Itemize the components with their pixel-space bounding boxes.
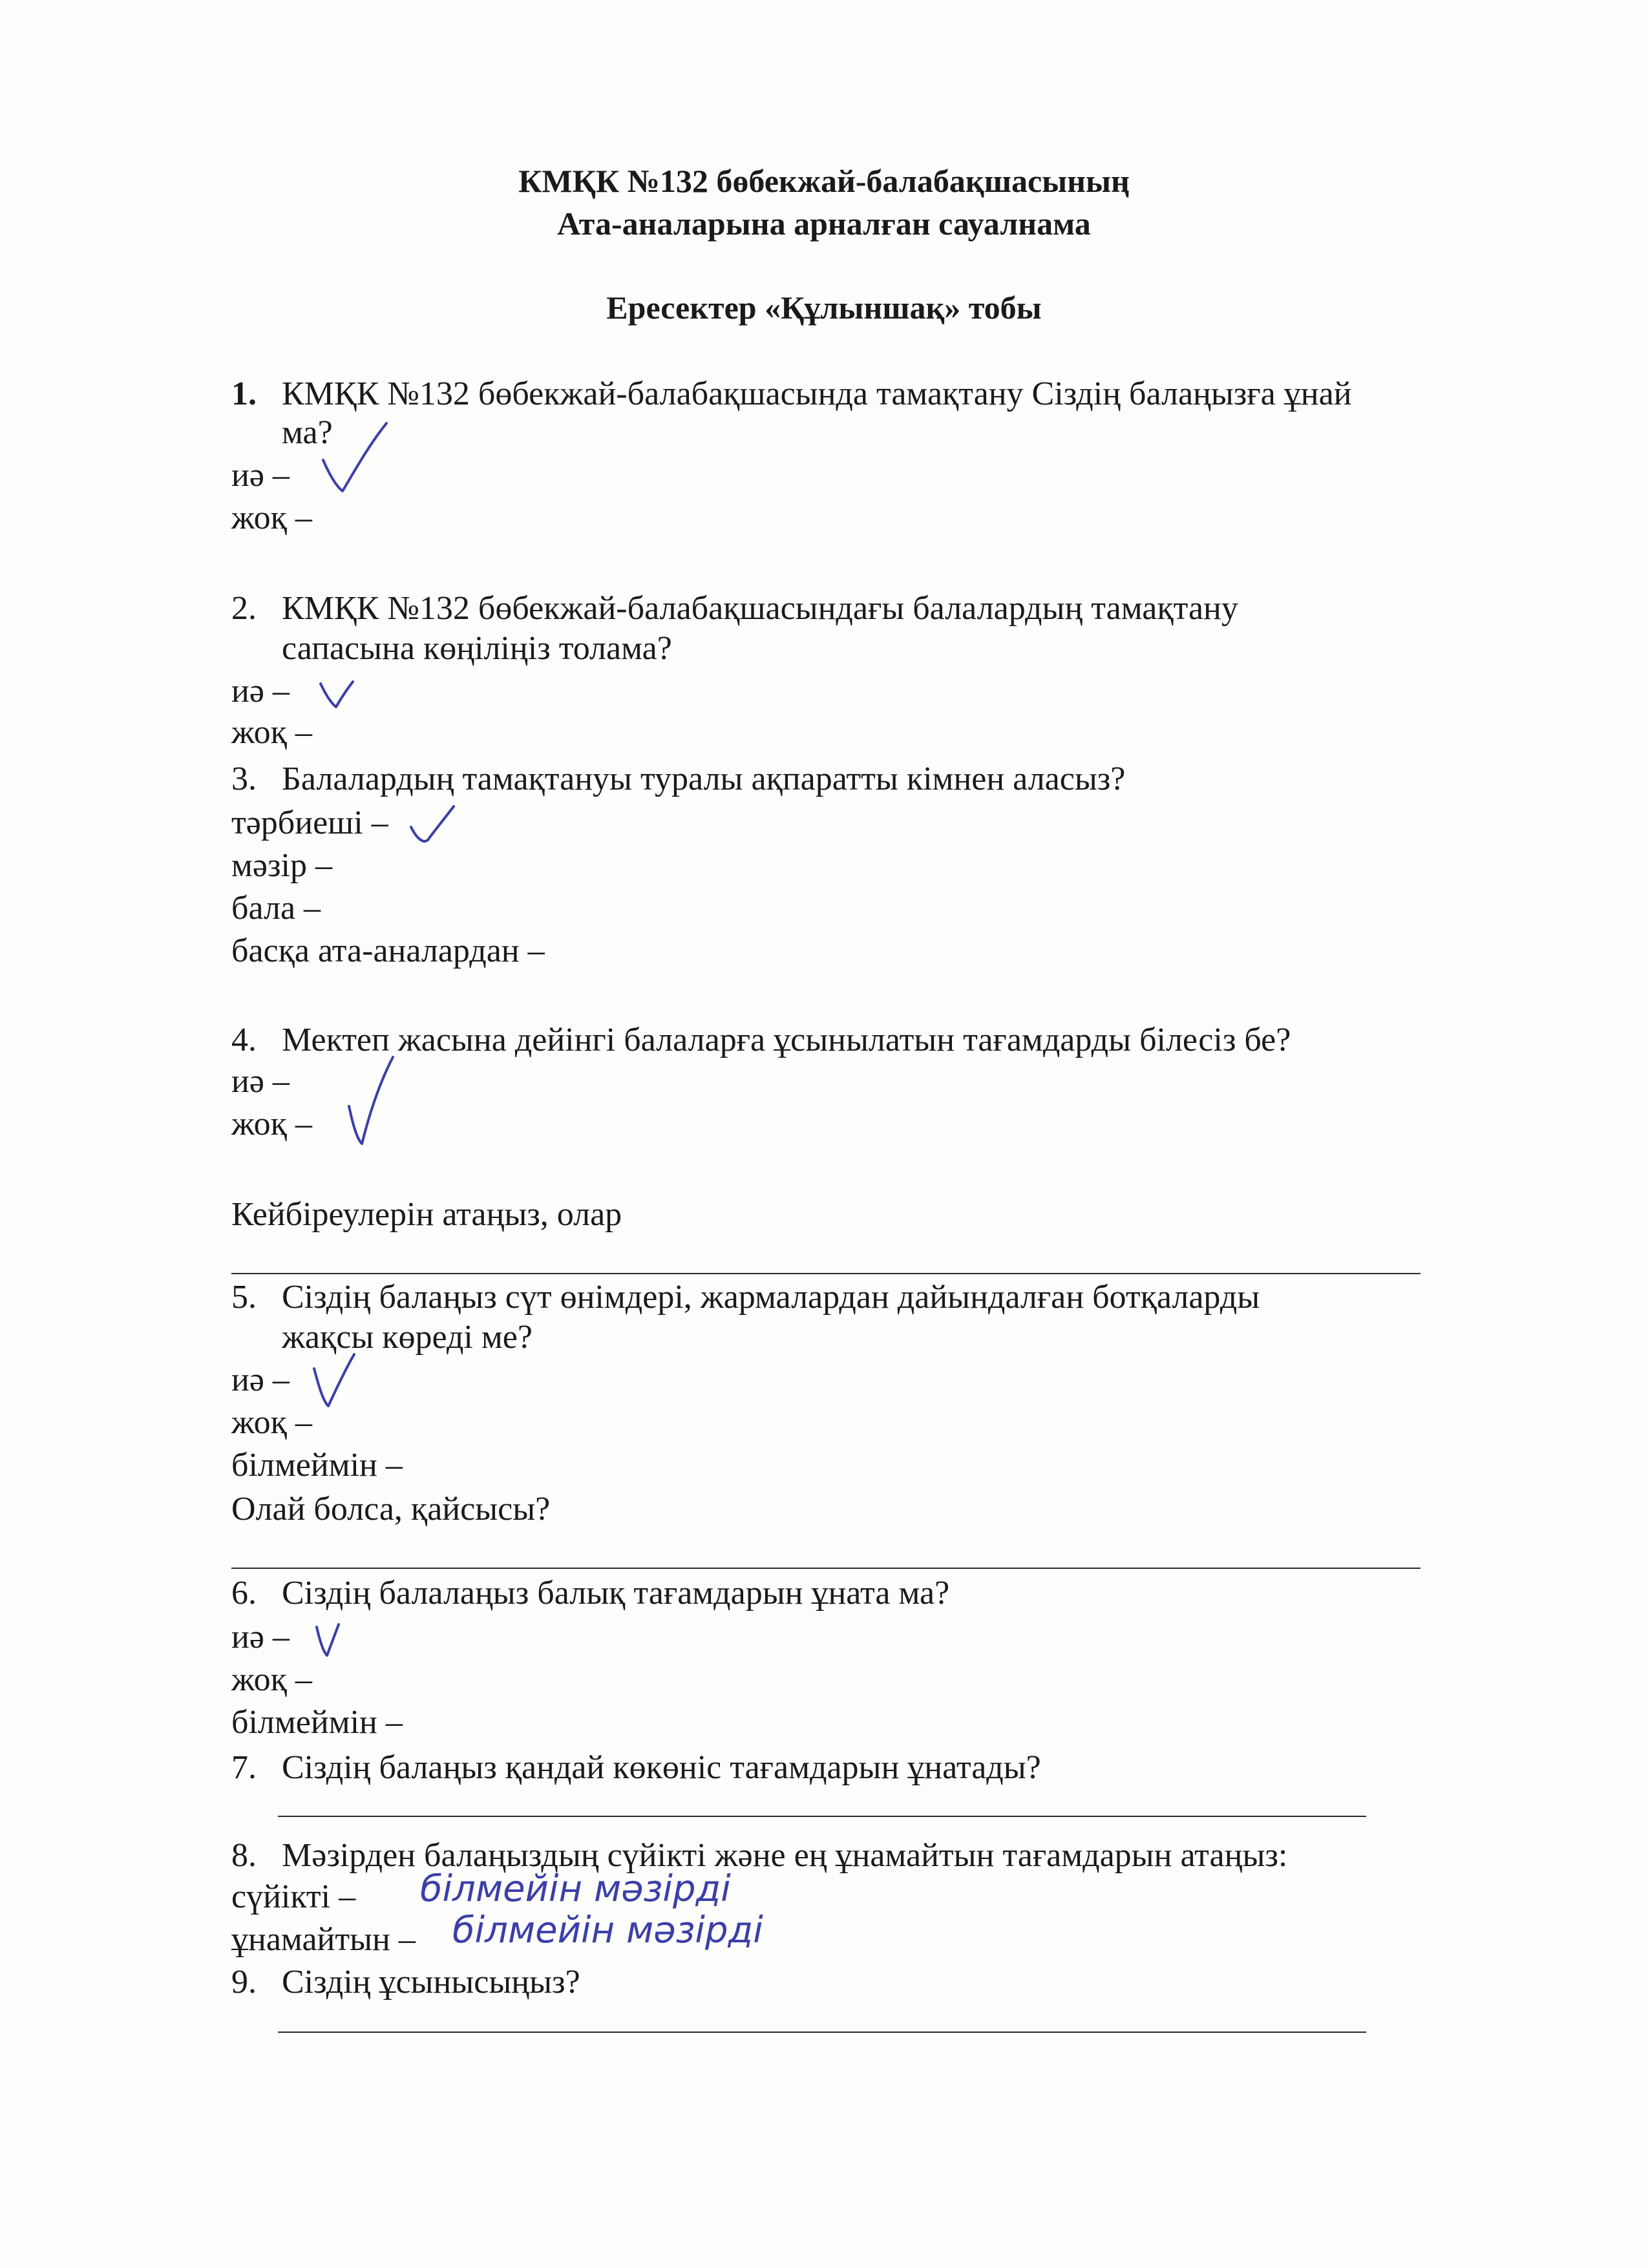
q2-option-yes[interactable]: иә – [231,673,290,709]
q5-option-dont-know[interactable]: білмеймін – [231,1447,403,1484]
q5-answer-line[interactable] [231,1568,1421,1569]
q9-number: 9. [231,1964,257,2000]
q4-text-line1: Мектеп жасына дейінгі балаларға ұсынылатын тағамдарды білесіз бе? [282,1022,1291,1058]
q5-yes-check-icon [314,1354,354,1406]
q5-text-line2: жақсы көреді ме? [282,1319,533,1356]
group-line: Ересектер «Құлыншақ» тобы [606,289,1042,326]
q1-number: 1. [231,375,257,412]
q2-option-no[interactable]: жоқ – [231,714,312,751]
q3-text-line1: Балалардың тамақтануы туралы ақпаратты кімнен аласыз? [282,761,1126,797]
q2-yes-check-icon [321,682,353,707]
q8-option-dislike[interactable]: ұнамайтын – [231,1921,416,1958]
title-line-2: Ата-аналарына арналған сауалнама [557,205,1091,242]
q5-number: 5. [231,1279,257,1316]
q3-number: 3. [231,761,257,797]
q3-option-menu[interactable]: мәзір – [231,847,332,884]
q4-followup: Кейбіреулерін атаңыз, олар [231,1196,622,1233]
q6-option-no[interactable]: жоқ – [231,1661,312,1698]
q1-text-line1: КМҚК №132 бөбекжай-балабақшасында тамақтану Сіздің балаңызға ұнай [282,375,1352,412]
q6-option-yes[interactable]: иә – [231,1619,290,1655]
q7-answer-line[interactable] [278,1816,1366,1817]
q1-option-yes[interactable]: иә – [231,457,290,494]
q5-text-line1: Сіздің балаңыз сүт өнімдері, жармалардан дайындалған ботқаларды [282,1279,1260,1316]
q8-text-line1: Мәзірден балаңыздың сүйікті және ең ұнамайтын тағамдарын атаңыз: [282,1837,1288,1874]
q6-option-dont-know[interactable]: білмеймін – [231,1704,403,1741]
q2-text-line2: сапасына көңіліңіз толама? [282,630,672,667]
q8-favorite-handwritten-answer: білмейін мәзірді [420,1868,731,1910]
q4-option-no[interactable]: жоқ – [231,1106,312,1142]
q6-text-line1: Сіздің балалаңыз балық тағамдарын ұната ма? [282,1575,950,1612]
q2-number: 2. [231,590,257,627]
q7-text-line1: Сіздің балаңыз қандай көкөніс тағамдарын ұнатады? [282,1749,1041,1786]
q5-option-no[interactable]: жоқ – [231,1404,312,1441]
q8-option-favorite[interactable]: сүйікті – [231,1878,356,1915]
q5-followup: Олай болса, қайсысы? [231,1491,551,1528]
q9-text-line1: Сіздің ұсынысыңыз? [282,1964,580,2000]
q4-option-yes[interactable]: иә – [231,1063,290,1100]
q1-text-line2: ма? [282,414,333,451]
q4-no-check-icon [349,1057,393,1144]
q1-option-no[interactable]: жоқ – [231,499,312,536]
q7-number: 7. [231,1749,257,1786]
q9-answer-line[interactable] [278,2032,1366,2033]
q2-text-line1: КМҚК №132 бөбекжай-балабақшасындағы балалардың тамақтану [282,590,1238,627]
q3-teacher-check-icon [411,806,454,841]
q8-dislike-handwritten-answer: білмейін мәзірді [452,1909,763,1951]
q6-number: 6. [231,1575,257,1612]
q5-option-yes[interactable]: иә – [231,1361,290,1398]
q3-option-child[interactable]: бала – [231,890,321,927]
q3-option-other-parents[interactable]: басқа ата-аналардан – [231,932,545,969]
q8-number: 8. [231,1837,257,1874]
q4-number: 4. [231,1022,257,1058]
q6-yes-check-icon [317,1624,339,1655]
q3-option-teacher[interactable]: тәрбиеші – [231,804,388,841]
title-line-1: КМҚК №132 бөбекжай-балабақшасының [518,163,1130,199]
q4-answer-line[interactable] [231,1273,1421,1274]
